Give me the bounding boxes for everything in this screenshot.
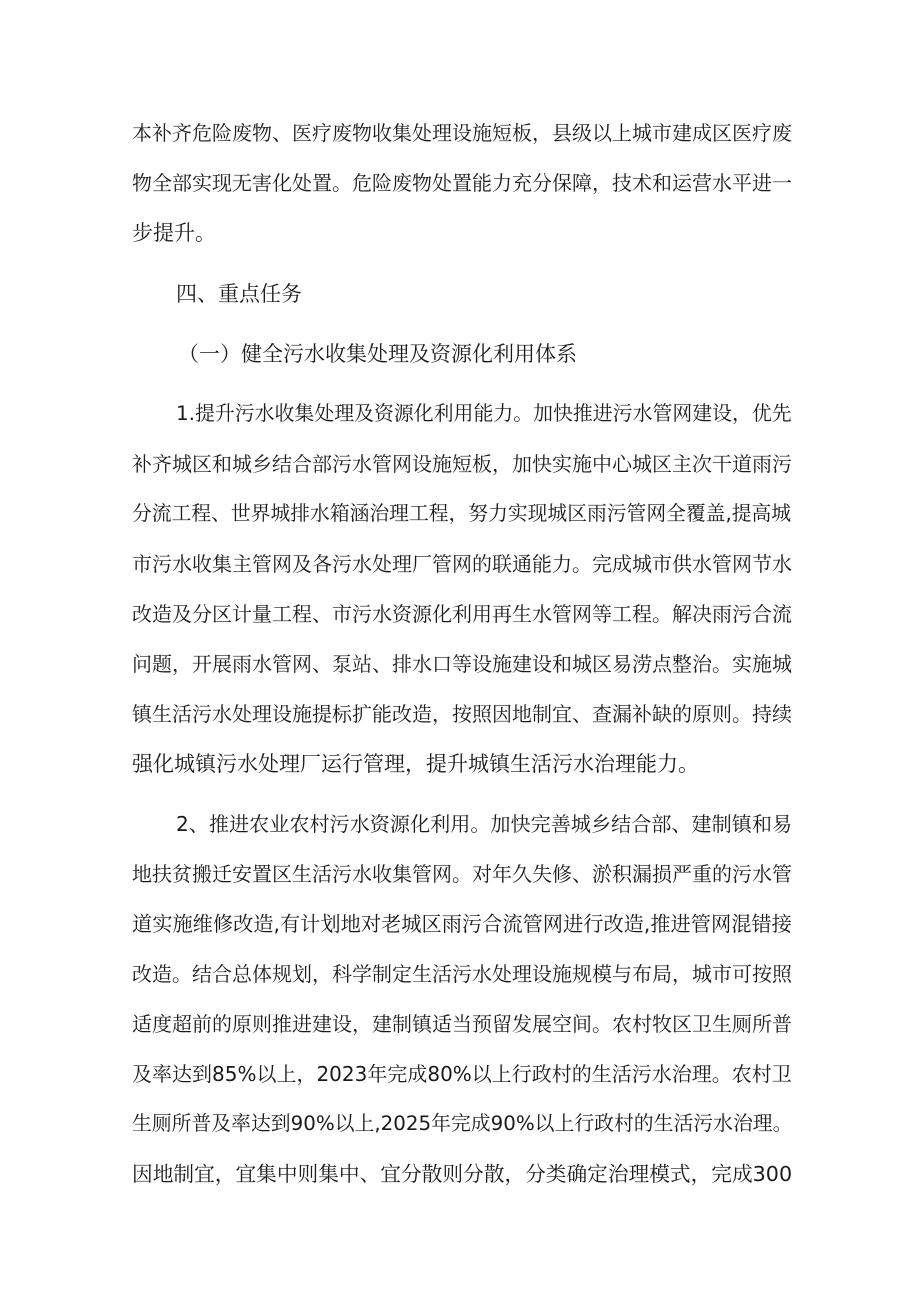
- paragraph1-line-5: 改造及分区计量工程、市污水资源化利用再生水管网等工程。解决雨污合流: [132, 602, 792, 626]
- paragraph2-line-3: 道实施维修改造,有计划地对老城区雨污合流管网进行改造,推进管网混错接: [132, 912, 792, 936]
- paragraph1-line-6: 问题，开展雨水管网、泵站、排水口等设施建设和城区易涝点整治。实施城: [132, 652, 792, 676]
- paragraph2-line-7: 生厕所普及率达到90%以上,2025年完成90%以上行政村的生活污水治理。: [132, 1112, 793, 1135]
- continuation-line-3: 步提升。: [132, 221, 216, 245]
- paragraph2-line-4: 改造。结合总体规划，科学制定生活污水处理设施规模与布局，城市可按照: [132, 962, 792, 986]
- paragraph2-line-2: 地扶贫搬迁安置区生活污水收集管网。对年久失修、淤积漏损严重的污水管: [132, 862, 792, 886]
- paragraph2-line-6: 及率达到85%以上，2023年完成80%以上行政村的生活污水治理。农村卫: [132, 1062, 792, 1086]
- section-heading: 四、重点任务: [176, 282, 302, 306]
- paragraph1-line-4: 市污水收集主管网及各污水处理厂管网的联通能力。完成城市供水管网节水: [132, 552, 792, 576]
- paragraph1-line-8: 强化城镇污水处理厂运行管理，提升城镇生活污水治理能力。: [132, 752, 699, 776]
- paragraph2-line-5: 适度超前的原则推进建设，建制镇适当预留发展空间。农村牧区卫生厕所普: [132, 1012, 792, 1036]
- paragraph1-line-1: 1.提升污水收集处理及资源化利用能力。加快推进污水管网建设，优先: [176, 402, 792, 425]
- continuation-line-2: 物全部实现无害化处置。危险废物处置能力充分保障，技术和运营水平进一: [132, 171, 792, 195]
- paragraph2-line-1: 2、推进农业农村污水资源化利用。加快完善城乡结合部、建制镇和易: [176, 812, 793, 836]
- paragraph2-line-8: 因地制宜，宜集中则集中、宜分散则分散，分类确定治理模式，完成300: [132, 1162, 793, 1186]
- paragraph1-line-2: 补齐城区和城乡结合部污水管网设施短板，加快实施中心城区主次干道雨污: [132, 452, 792, 476]
- subsection-heading: （一）健全污水收集处理及资源化利用体系: [178, 342, 577, 366]
- paragraph1-line-3: 分流工程、世界城排水箱涵治理工程，努力实现城区雨污管网全覆盖,提高城: [132, 502, 792, 525]
- paragraph1-line-7: 镇生活污水处理设施提标扩能改造，按照因地制宜、查漏补缺的原则。持续: [132, 702, 792, 726]
- continuation-line-1: 本补齐危险废物、医疗废物收集处理设施短板，县级以上城市建成区医疗废: [132, 121, 792, 145]
